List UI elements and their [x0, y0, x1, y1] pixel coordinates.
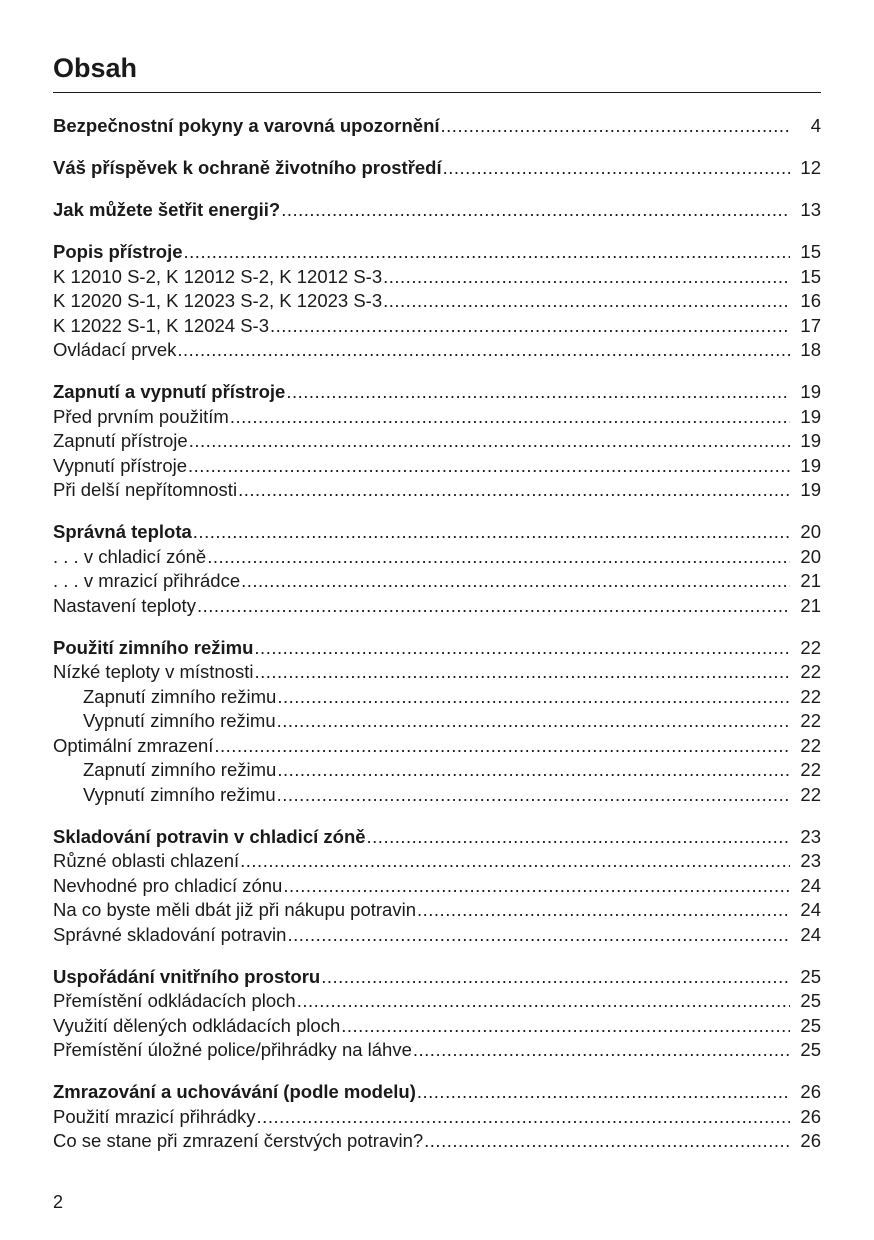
toc-entry-label: Nevhodné pro chladicí zónu [53, 874, 283, 896]
toc-entry-label: Nízké teploty v místnosti [53, 661, 254, 682]
toc-leader-dots [417, 898, 790, 923]
toc-entry-label: Uspořádání vnitřního prostoru [53, 965, 321, 987]
toc-leader-dots [277, 758, 790, 783]
toc-entry[interactable] [53, 265, 821, 290]
toc-leader-dots [197, 594, 790, 619]
toc-entry-page: 26 [800, 1105, 821, 1127]
toc-entry-label: Zapnutí zimního režimu [83, 685, 277, 707]
toc-leader-dots [417, 1080, 790, 1105]
toc-entry-page: 23 [800, 850, 821, 871]
toc-entry-page: 18 [800, 339, 821, 360]
toc-leader-dots [240, 849, 790, 874]
toc-leader-dots [230, 405, 790, 430]
toc-entry-label: Skladování potravin v chladicí zóně [53, 825, 366, 847]
toc-entry[interactable] [53, 454, 821, 479]
toc-leader-dots [189, 429, 790, 454]
toc-entry-label: Jak můžete šetřit energii? [53, 199, 281, 220]
toc-section [53, 1080, 821, 1154]
toc-section [53, 636, 821, 808]
toc-leader-dots [413, 1038, 790, 1063]
toc-leader-dots [277, 709, 790, 734]
toc-entry-label: Váš příspěvek k ochraně životního prostředí [53, 157, 442, 178]
toc-entry-page: 22 [800, 759, 821, 780]
toc-leader-dots [238, 478, 790, 503]
toc-entry[interactable] [53, 289, 821, 314]
toc-entry-page: 20 [800, 545, 821, 567]
toc-entry-page: 22 [800, 685, 821, 707]
toc-entry-label: Zapnutí zimního režimu [83, 759, 277, 780]
toc-entry-page: 12 [800, 157, 821, 178]
toc-entry-label: Přemístění odkládacích ploch [53, 990, 296, 1011]
toc-leader-dots [341, 1014, 790, 1039]
toc-entry-page: 15 [800, 241, 821, 262]
toc-entry[interactable] [53, 1105, 821, 1130]
toc-leader-dots [424, 1129, 790, 1154]
toc-entry-page: 26 [800, 1081, 821, 1102]
toc-entry-label: K 12022 S-1, K 12024 S-3 [53, 314, 269, 336]
toc-leader-dots [287, 923, 790, 948]
toc-leader-dots [214, 734, 790, 759]
toc-entry[interactable] [53, 314, 821, 339]
toc-entry-page: 19 [800, 405, 821, 427]
toc-entry-label: Bezpečnostní pokyny a varovná upozornění [53, 115, 440, 136]
toc-entry-page: 24 [800, 923, 821, 945]
toc-section [53, 520, 821, 618]
toc-entry[interactable] [53, 923, 821, 948]
toc-entry-label: Vypnutí zimního režimu [83, 783, 276, 805]
toc-entry-label: . . . v chladicí zóně [53, 545, 207, 567]
toc-entry[interactable] [53, 594, 821, 619]
toc-entry[interactable] [53, 989, 821, 1014]
toc-entry-label: Optimální zmrazení [53, 734, 214, 756]
toc-leader-dots [193, 520, 790, 545]
toc-entry-label: K 12020 S-1, K 12023 S-2, K 12023 S-3 [53, 290, 383, 311]
toc-entry-page: 26 [800, 1130, 821, 1151]
toc-subentry[interactable] [53, 685, 821, 710]
toc-entry-page: 22 [800, 661, 821, 682]
toc-entry[interactable] [53, 1014, 821, 1039]
toc-entry-label: Při delší nepřítomnosti [53, 479, 238, 500]
toc-entry[interactable] [53, 478, 821, 503]
toc-entry[interactable] [53, 849, 821, 874]
toc-entry-label: Přemístění úložné police/přihrádky na láhve [53, 1039, 412, 1060]
toc-entry-page: 23 [800, 825, 821, 847]
toc-entry-label: Správná teplota [53, 521, 192, 542]
toc-leader-dots [270, 314, 790, 339]
toc-leader-dots [286, 380, 790, 405]
toc-entry[interactable] [53, 198, 821, 223]
toc-entry[interactable] [53, 734, 821, 759]
toc-entry[interactable] [53, 898, 821, 923]
toc-entry[interactable] [53, 569, 821, 594]
toc-entry-page: 24 [800, 874, 821, 896]
toc-entry-label: Vypnutí zimního režimu [83, 710, 276, 731]
toc-leader-dots [283, 874, 790, 899]
toc-leader-dots [277, 783, 790, 808]
toc-leader-dots [241, 569, 790, 594]
toc-entry-page: 19 [800, 454, 821, 476]
toc-leader-dots [441, 114, 790, 139]
toc-section [53, 825, 821, 948]
toc-leader-dots [281, 198, 790, 223]
toc-entry[interactable] [53, 660, 821, 685]
toc-section [53, 156, 821, 181]
toc-entry-label: Ovládací prvek [53, 339, 177, 360]
toc-leader-dots [184, 240, 790, 265]
toc-entry-label: Na co byste měli dbát již při nákupu potravin [53, 899, 416, 920]
toc-leader-dots [443, 156, 790, 181]
toc-entry-page: 25 [800, 990, 821, 1011]
toc-entry-page: 22 [800, 783, 821, 805]
page-number: 2 [53, 1192, 64, 1212]
toc-section [53, 380, 821, 503]
toc-leader-dots [297, 989, 790, 1014]
toc-entry-page: 25 [800, 965, 821, 987]
title-divider [53, 92, 821, 93]
toc-entry-page: 22 [800, 710, 821, 731]
page-title: Obsah [53, 53, 138, 83]
toc-entry[interactable] [53, 1080, 821, 1105]
toc-entry-label: Před prvním použitím [53, 405, 229, 427]
toc-entry-label: Zapnutí přístroje [53, 430, 188, 451]
toc-leader-dots [321, 965, 790, 990]
toc-entry-page: 22 [800, 636, 821, 658]
toc-entry-page: 22 [800, 734, 821, 756]
toc-section [53, 198, 821, 223]
toc-entry-page: 19 [800, 381, 821, 402]
toc-entry[interactable] [53, 380, 821, 405]
toc-section [53, 114, 821, 139]
toc-entry-page: 21 [800, 570, 821, 591]
toc-entry[interactable] [53, 965, 821, 990]
toc-leader-dots [277, 685, 790, 710]
toc-entry-page: 20 [800, 521, 821, 542]
toc-entry-label: Nastavení teploty [53, 594, 196, 616]
toc-entry-label: Co se stane při zmrazení čerstvých potravin? [53, 1130, 424, 1151]
toc-entry-page: 21 [800, 594, 821, 616]
table-of-contents [53, 114, 821, 1171]
toc-entry-page: 13 [800, 199, 821, 220]
toc-entry[interactable] [53, 545, 821, 570]
toc-entry[interactable] [53, 429, 821, 454]
toc-entry-label: Použití zimního režimu [53, 636, 254, 658]
toc-section [53, 240, 821, 363]
toc-leader-dots [188, 454, 790, 479]
toc-entry-label: Použití mrazicí přihrádky [53, 1105, 256, 1127]
toc-leader-dots [177, 338, 790, 363]
toc-entry-page: 25 [800, 1039, 821, 1060]
toc-entry-label: Vypnutí přístroje [53, 454, 188, 476]
toc-entry-page: 19 [800, 479, 821, 500]
toc-entry[interactable] [53, 156, 821, 181]
toc-leader-dots [207, 545, 790, 570]
toc-entry-page: 17 [800, 314, 821, 336]
toc-leader-dots [367, 825, 790, 850]
toc-leader-dots [254, 636, 790, 661]
toc-section [53, 965, 821, 1063]
toc-entry[interactable] [53, 520, 821, 545]
toc-entry[interactable] [53, 1129, 821, 1154]
toc-subentry[interactable] [53, 758, 821, 783]
toc-entry[interactable] [53, 825, 821, 850]
toc-entry-label: Zmrazování a uchovávání (podle modelu) [53, 1081, 416, 1102]
toc-entry-page: 4 [810, 115, 821, 136]
toc-entry[interactable] [53, 636, 821, 661]
toc-leader-dots [254, 660, 790, 685]
toc-entry-label: . . . v mrazicí přihrádce [53, 570, 241, 591]
toc-entry[interactable] [53, 1038, 821, 1063]
toc-leader-dots [383, 289, 790, 314]
toc-entry-label: Různé oblasti chlazení [53, 850, 240, 871]
toc-entry-page: 16 [800, 290, 821, 311]
toc-subentry[interactable] [53, 709, 821, 734]
toc-entry-label: Zapnutí a vypnutí přístroje [53, 381, 286, 402]
toc-entry-page: 24 [800, 899, 821, 920]
toc-entry[interactable] [53, 874, 821, 899]
toc-entry[interactable] [53, 338, 821, 363]
toc-entry[interactable] [53, 240, 821, 265]
toc-leader-dots [257, 1105, 790, 1130]
toc-entry-page: 15 [800, 265, 821, 287]
toc-entry-page: 25 [800, 1014, 821, 1036]
toc-entry-label: Správné skladování potravin [53, 923, 287, 945]
toc-entry[interactable] [53, 114, 821, 139]
toc-entry[interactable] [53, 405, 821, 430]
toc-entry-label: Využití dělených odkládacích ploch [53, 1014, 341, 1036]
toc-subentry[interactable] [53, 783, 821, 808]
toc-entry-label: Popis přístroje [53, 241, 183, 262]
toc-entry-page: 19 [800, 430, 821, 451]
toc-entry-label: K 12010 S-2, K 12012 S-2, K 12012 S-3 [53, 265, 383, 287]
toc-leader-dots [383, 265, 790, 290]
